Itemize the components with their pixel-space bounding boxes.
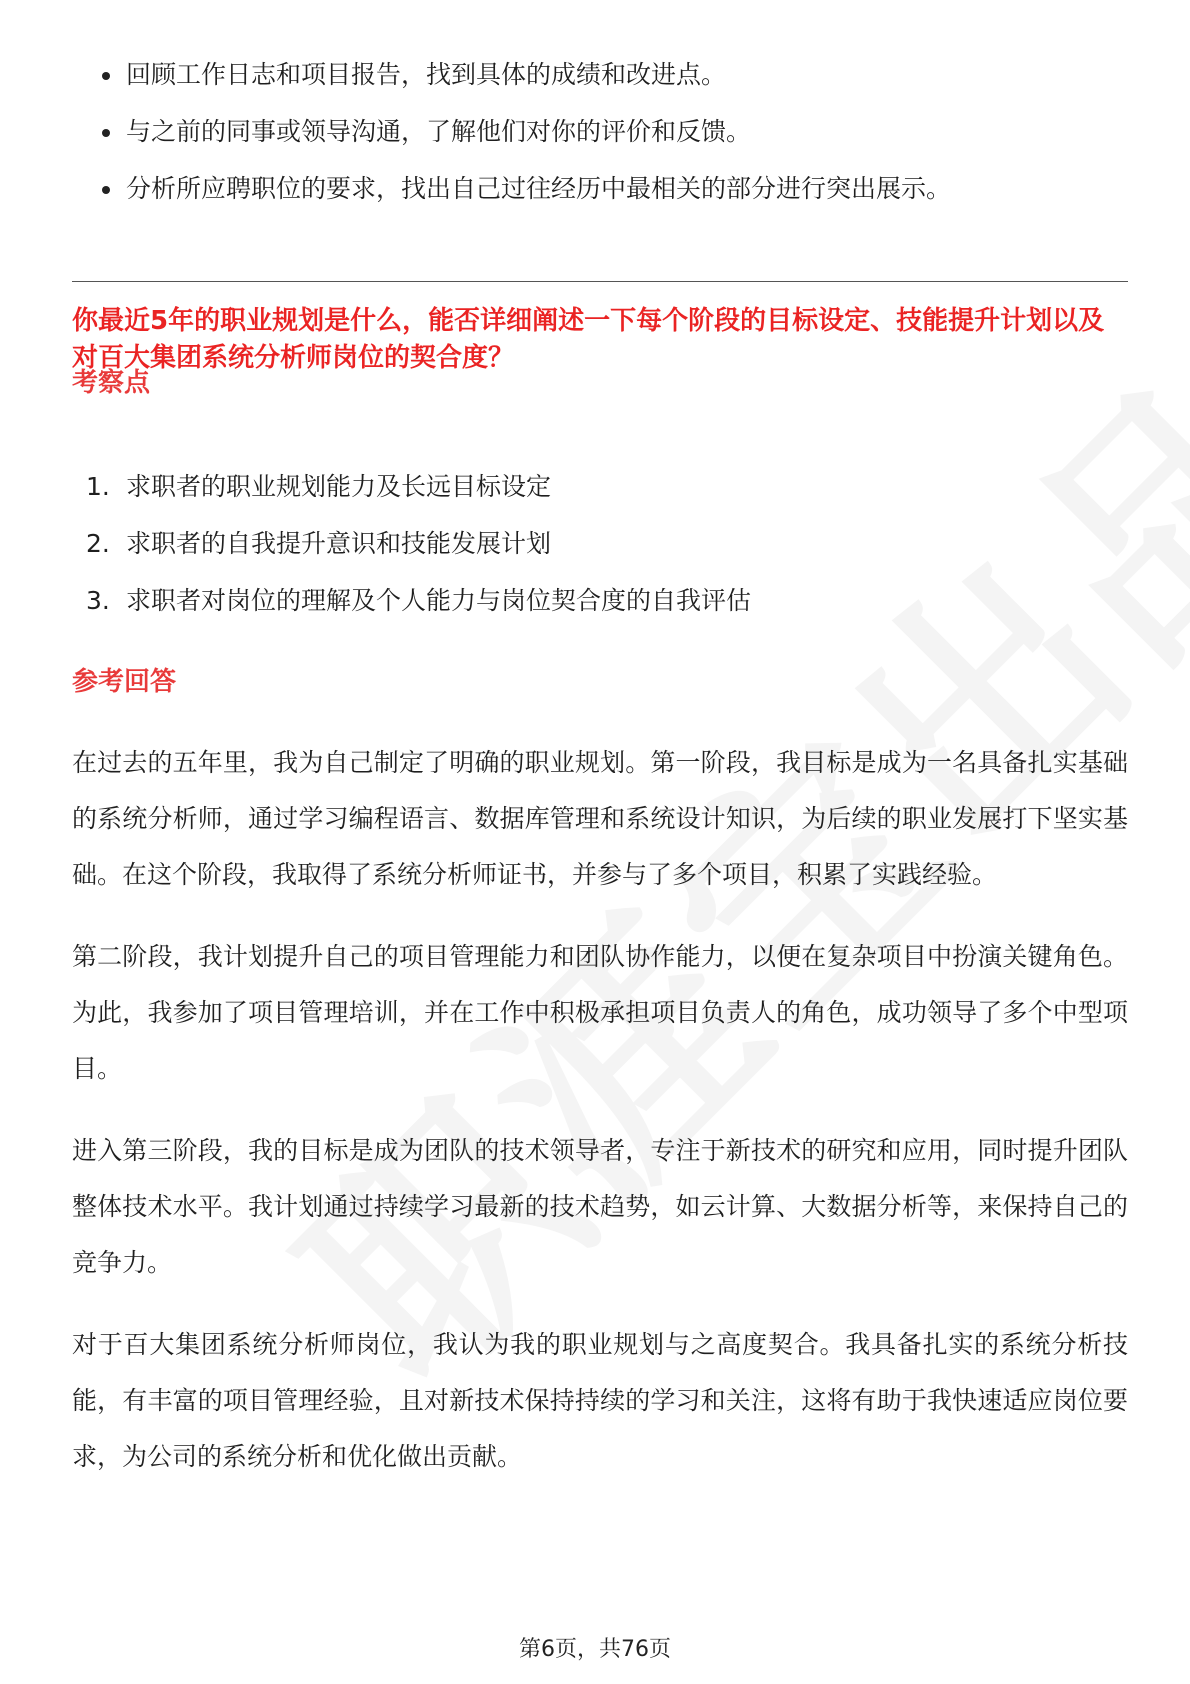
assessment-item <box>72 584 1128 618</box>
assessment-list <box>72 470 1128 641</box>
bullet-dot-icon <box>102 72 110 80</box>
section-divider <box>72 281 1128 282</box>
assessment-item <box>72 470 1128 504</box>
assessment-item <box>72 527 1128 561</box>
item-number: 3. <box>86 586 110 615</box>
answer-paragraph: 对于百大集团系统分析师岗位，我认为我的职业规划与之高度契合。我具备扎实的系统分析技能，有丰富的项目管理经验，且对新技术保持持续的学习和关注，这将有助于我快速适应岗位要求，为公司的系统分析和优化做出贡献。 <box>72 1330 1128 1471</box>
question-heading: 你最近5年的职业规划是什么，能否详细阐述一下每个阶段的目标设定、技能提升计划以及对百大集团系统分析师岗位的契合度？ <box>72 306 1105 373</box>
intro-bullet-section <box>72 58 1128 229</box>
bullet-list <box>72 58 1128 206</box>
item-number: 1. <box>86 472 110 501</box>
bullet-item <box>72 172 1128 206</box>
bullet-text: 与之前的同事或领导沟通，了解他们对你的评价和反馈。 <box>126 117 752 146</box>
answer-paragraph: 进入第三阶段，我的目标是成为团队的技术领导者，专注于新技术的研究和应用，同时提升团队整体技术水平。我计划通过持续学习最新的技术趋势，如云计算、大数据分析等，来保持自己的竞争力。 <box>72 1136 1128 1277</box>
bullet-text: 回顾工作日志和项目报告，找到具体的成绩和改进点。 <box>126 60 727 89</box>
item-text: 求职者对岗位的理解及个人能力与岗位契合度的自我评估 <box>126 586 752 615</box>
answer-paragraph: 在过去的五年里，我为自己制定了明确的职业规划。第一阶段，我目标是成为一名具备扎实基础的系统分析师，通过学习编程语言、数据库管理和系统设计知识，为后续的职业发展打下坚实基础。在这个阶段，我取得了系统分析师证书，并参与了多个项目，积累了实践经验。 <box>72 748 1128 889</box>
assessment-heading: 考察点 <box>72 368 151 398</box>
item-text: 求职者的自我提升意识和技能发展计划 <box>126 529 552 558</box>
answer-heading: 参考回答 <box>72 667 177 697</box>
answer-body <box>72 735 1128 1511</box>
answer-paragraph: 第二阶段，我计划提升自己的项目管理能力和团队协作能力，以便在复杂项目中扮演关键角色。为此，我参加了项目管理培训，并在工作中积极承担项目负责人的角色，成功领导了多个中型项目。 <box>72 942 1128 1083</box>
item-text: 求职者的职业规划能力及长远目标设定 <box>126 472 552 501</box>
bullet-item <box>72 115 1128 149</box>
bullet-item <box>72 58 1128 92</box>
item-number: 2. <box>86 529 110 558</box>
bullet-dot-icon <box>102 129 110 137</box>
page-footer: 第6页，共76页 <box>519 1637 671 1662</box>
bullet-text: 分析所应聘职位的要求，找出自己过往经历中最相关的部分进行突出展示。 <box>126 174 952 203</box>
bullet-dot-icon <box>102 186 110 194</box>
